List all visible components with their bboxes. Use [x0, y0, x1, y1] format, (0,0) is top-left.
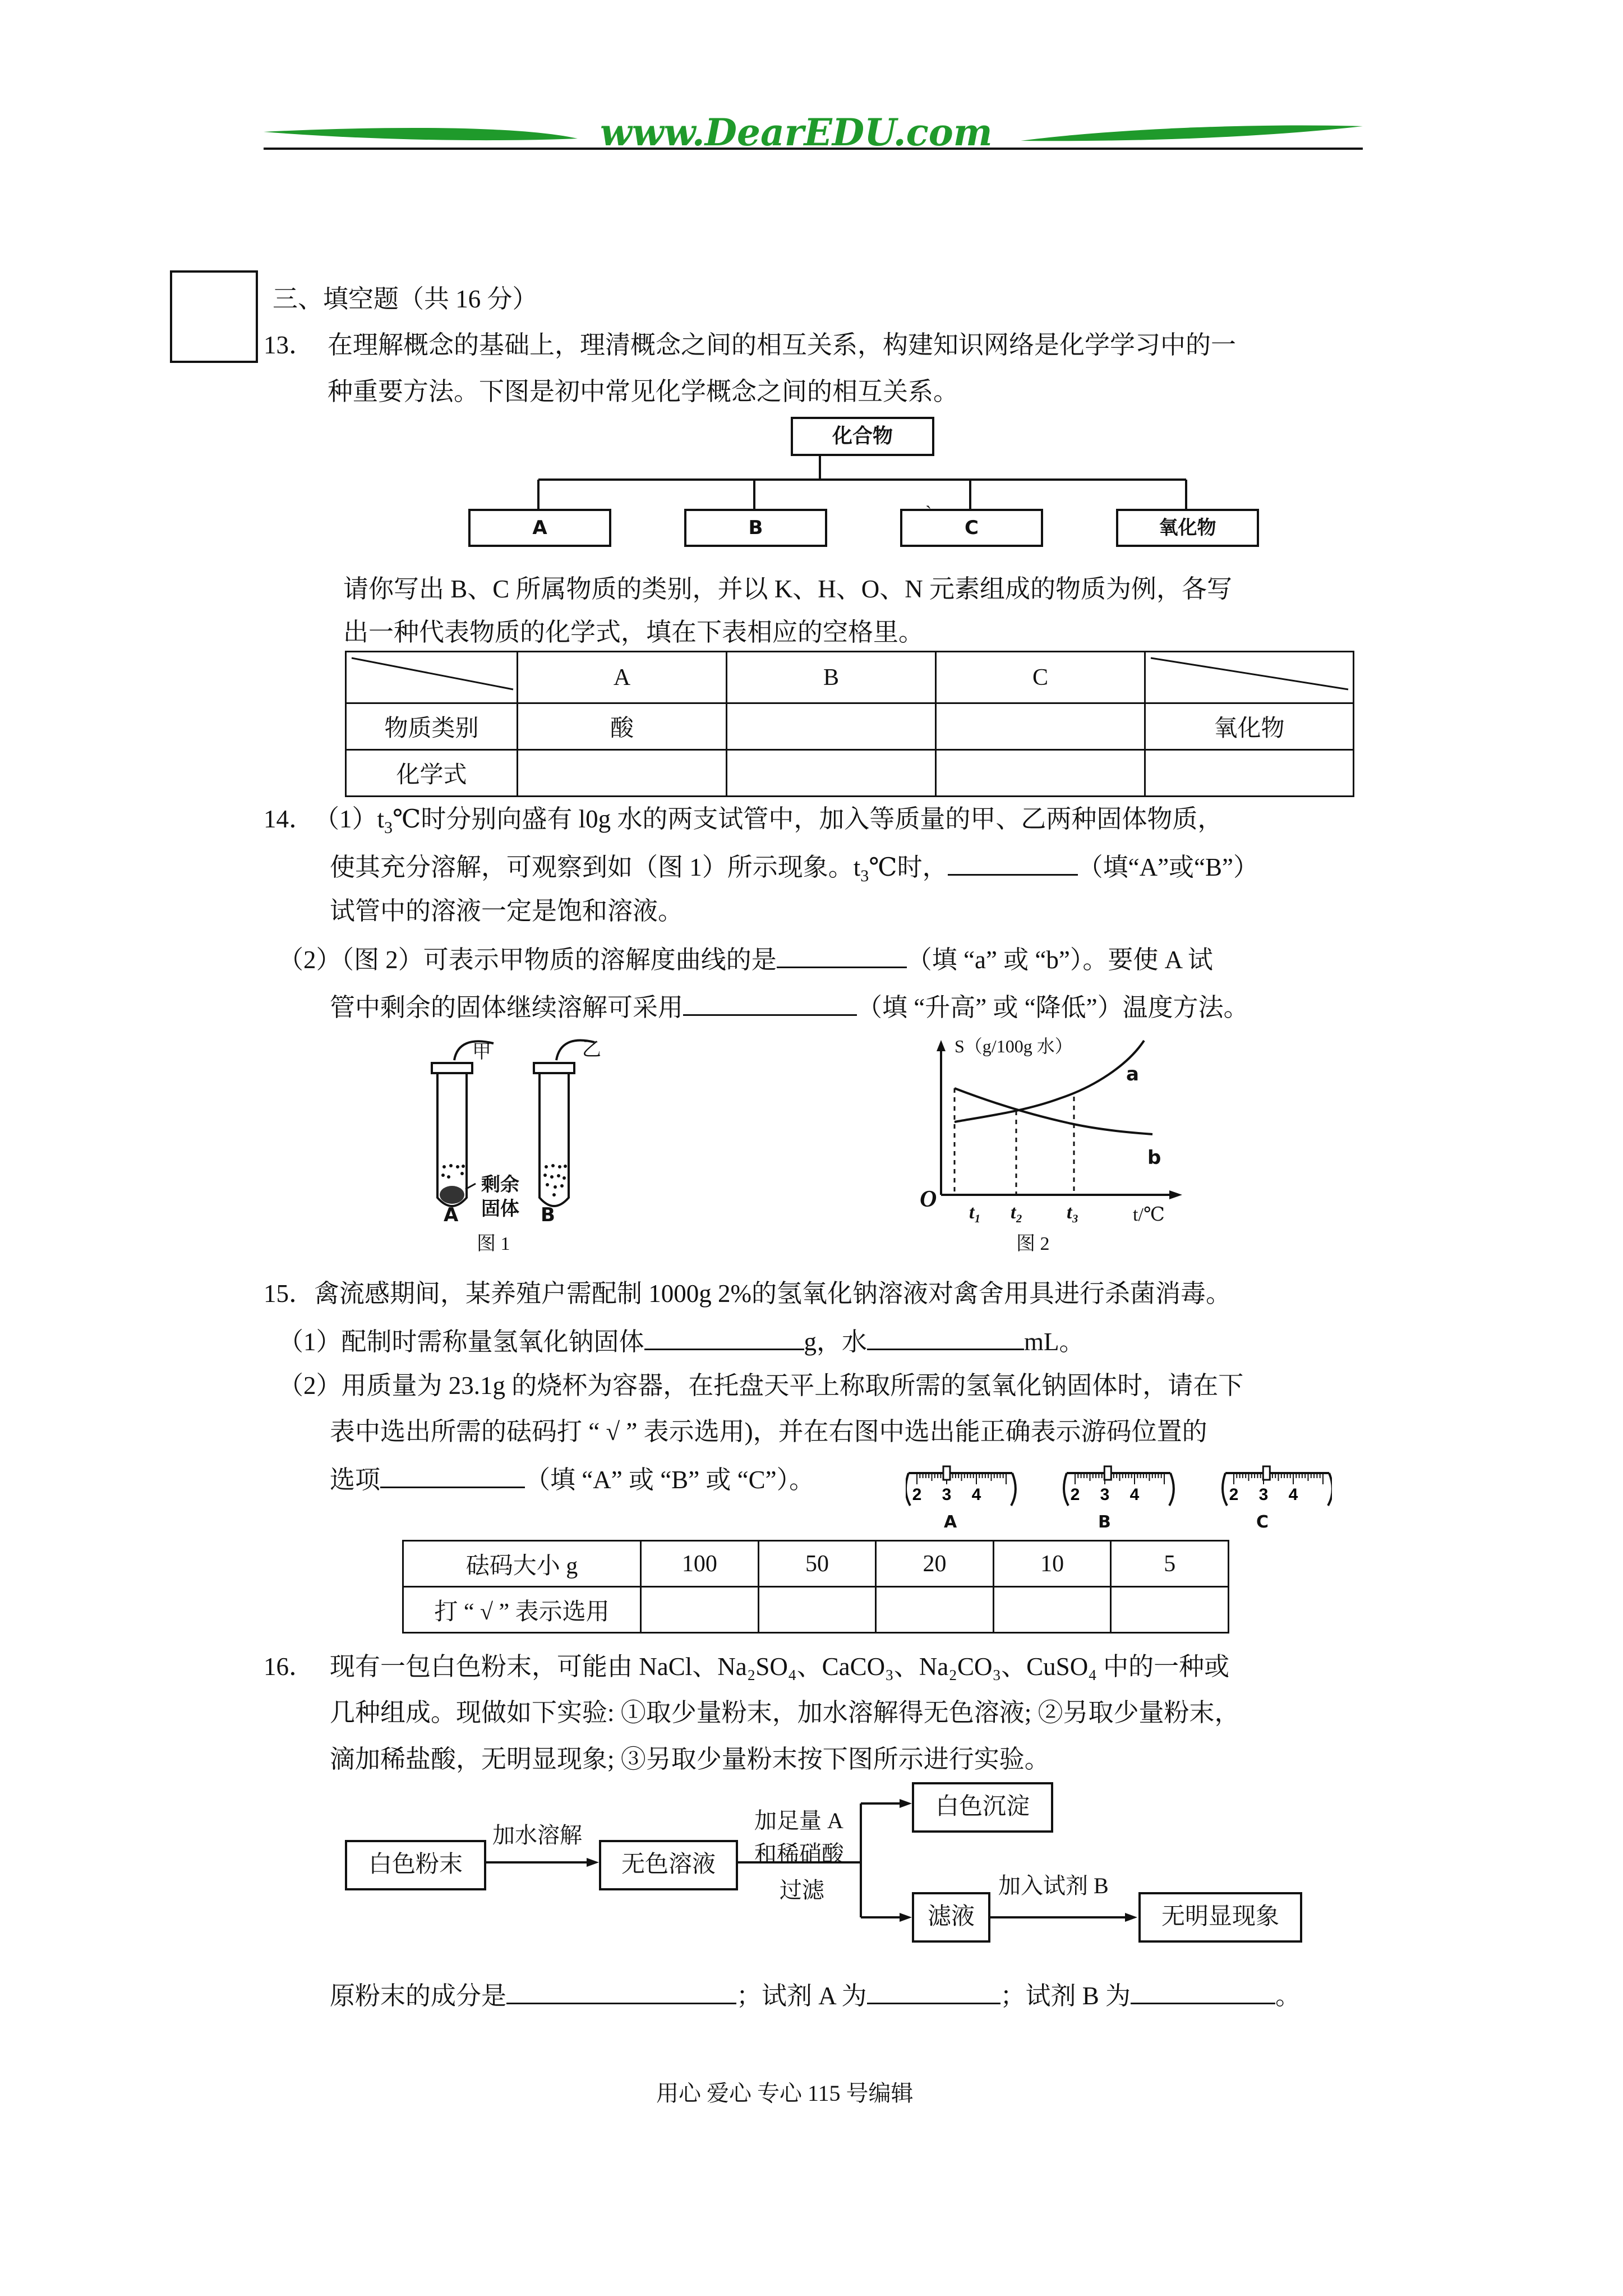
diagram-child-b: B [684, 509, 827, 547]
select-cell-10[interactable] [993, 1587, 1111, 1633]
q16-blank-reagent-b[interactable] [1131, 1977, 1275, 2004]
diagonal-line-icon [1146, 652, 1352, 696]
flow-box-no-phenomenon: 无明显现象 [1138, 1892, 1302, 1943]
q16-answer-reagent-a-label: ；试剂 A 为 [736, 1982, 867, 2010]
select-cell-100[interactable] [641, 1587, 759, 1633]
ruler-label-a: A [944, 1512, 957, 1532]
fig1-label-jia: 甲 [472, 1042, 491, 1062]
q13-instruction-line1: 请你写出 B、C 所属物质的类别，并以 K、H、O、N 元素组成的物质为例，各写 [343, 575, 1233, 603]
q14-part1-line2-when: ℃时， [869, 853, 948, 881]
ruler-rider [1104, 1466, 1111, 1480]
q13-number: 13． [264, 331, 315, 359]
weight-100: 100 [641, 1541, 759, 1587]
ruler-graphics [906, 1462, 1332, 1512]
ruler-label-b: B [1098, 1512, 1111, 1532]
ruler-c [1223, 1466, 1332, 1506]
select-cell-5[interactable] [1111, 1587, 1229, 1633]
ruler-tick-label: 2 [912, 1485, 922, 1504]
ruler-tick-label: 2 [1070, 1485, 1080, 1504]
flow-box-white-powder: 白色粉末 [345, 1840, 486, 1890]
q14-subscript: 3 [860, 867, 869, 885]
ruler-label-c: C [1256, 1512, 1269, 1532]
q16-text-line2: 几种组成。现做如下实验: ①取少量粉末，加水溶解得无色溶液; ②另取少量粉末， [330, 1699, 1240, 1727]
q14-part2-line2-hint: （填 “升高” 或 “降低”）温度方法。 [857, 993, 1249, 1022]
weight-5: 5 [1111, 1541, 1229, 1587]
ruler-rider [943, 1466, 950, 1480]
diagonal-line-icon [347, 652, 515, 696]
fig2-x-axis-label: t/℃ [1133, 1204, 1165, 1225]
table-header-c: C [936, 652, 1145, 703]
fig2-tick-t1: t₁ [969, 1202, 981, 1223]
q14-part2-line2-text: 管中剩余的固体继续溶解可采用 [330, 993, 684, 1022]
q16-answer-composition-label: 原粉末的成分是 [330, 1982, 507, 2010]
flow-arrow-label-nitric-acid: 和稀硝酸 [754, 1841, 844, 1866]
q14-part1-line1 [314, 802, 1223, 845]
q14-part1-line3: 试管中的溶液一定是饱和溶液。 [330, 897, 684, 925]
q14-part2-line2 [330, 988, 1249, 1024]
select-cell-20[interactable] [876, 1587, 994, 1633]
residue-solid [440, 1186, 464, 1204]
fig2-curve-b-label: b [1147, 1147, 1161, 1169]
q14-part2-hint: （填 “a” 或 “b”）。要使 A 试 [906, 946, 1213, 974]
q14-part1-prefix: （1）t [314, 805, 385, 833]
diagram-stray-mark: ` [925, 503, 932, 523]
select-cell-50[interactable] [758, 1587, 876, 1633]
flow-box-colorless-solution: 无色溶液 [599, 1840, 738, 1890]
q15-part1-text: （1）配制时需称量氢氧化钠固体 [278, 1328, 644, 1356]
q14-part1-line2-hint: （填“A”或“B”） [1077, 853, 1259, 881]
weights-row-label: 砝码大小 g [403, 1541, 641, 1587]
ruler-tick-label: 3 [1100, 1485, 1110, 1504]
q15-part2-line1: （2）用质量为 23.1g 的烧杯为容器，在托盘天平上称取所需的氢氧化钠固体时，请在下 [278, 1372, 1244, 1400]
flow-box-filtrate: 滤液 [912, 1892, 990, 1943]
fig1-residue-label-2: 固体 [481, 1198, 519, 1220]
ruler-a [906, 1466, 1016, 1506]
diagram-child-a: A [468, 509, 611, 547]
q15-part2-line3-hint: （填 “A” 或 “B” 或 “C”）。 [525, 1466, 815, 1494]
section-title: 三、填空题（共 16 分） [273, 285, 538, 313]
fig1-residue-label-1: 剩余 [481, 1174, 519, 1196]
fig1-tube-b-label: B [541, 1204, 555, 1226]
ruler-tick-label: 3 [1258, 1485, 1269, 1504]
q14-blank-1[interactable] [948, 848, 1078, 876]
fig2-caption: 图 2 [1016, 1234, 1050, 1254]
weight-10: 10 [993, 1541, 1111, 1587]
site-logo: www.DearEDU.com [600, 111, 993, 154]
q16-answer-end: 。 [1275, 1982, 1301, 2010]
q14-part2-text: （2）（图 2）可表示甲物质的溶解度曲线的是 [278, 946, 777, 974]
table-cell-b-formula[interactable] [727, 750, 936, 797]
liquid-a [441, 1164, 465, 1179]
q14-part1-line2 [330, 848, 1258, 893]
q16-text-line3: 滴加稀盐酸，无明显现象; ③另取少量粉末按下图所示进行实验。 [330, 1745, 1050, 1773]
table-cell-b-category[interactable] [727, 703, 936, 750]
table-cell-oxide-category: 氧化物 [1145, 703, 1353, 750]
q15-blank-naoh-mass[interactable] [644, 1323, 804, 1350]
fig2-tick-t3: t₃ [1067, 1202, 1079, 1223]
q14-blank-2[interactable] [777, 941, 907, 968]
q15-part2-line2: 表中选出所需的砝码打 “ √ ” 表示选用)，并在右图中选出能正确表示游码位置的 [330, 1418, 1207, 1446]
table-cell-a-formula[interactable] [517, 750, 726, 797]
q13-instruction-line2: 出一种代表物质的化学式，填在下表相应的空格里。 [343, 618, 924, 646]
table-row-label-formula: 化学式 [346, 750, 518, 797]
ruler-tick-label: 2 [1229, 1485, 1239, 1504]
table-header-diagonal-cell [1145, 652, 1353, 703]
q15-blank-water-volume[interactable] [867, 1323, 1024, 1350]
table-row-label-category: 物质类别 [346, 703, 518, 750]
table-header-b: B [727, 652, 936, 703]
q16-blank-composition[interactable] [506, 1977, 736, 2004]
table-header-a: A [517, 652, 726, 703]
fig1-tube-a-label: A [444, 1204, 459, 1226]
flow-arrow-label-add-b: 加入试剂 B [998, 1873, 1109, 1898]
table-cell-a-category: 酸 [517, 703, 726, 750]
fig2-y-axis-label: S（g/100g 水） [955, 1036, 1073, 1056]
fig2-tick-t2: t₂ [1011, 1202, 1023, 1223]
flow-box-white-precipitate: 白色沉淀 [912, 1782, 1053, 1833]
q15-text-line1: 禽流感期间，某养殖户需配制 1000g 2%的氢氧化钠溶液对禽舍用具进行杀菌消毒。 [314, 1280, 1231, 1308]
weight-20: 20 [876, 1541, 994, 1587]
weights-select-label: 打 “ √ ” 表示选用 [403, 1587, 641, 1633]
fig2-origin-label: O [920, 1186, 937, 1212]
fig1-label-yi: 乙 [582, 1039, 601, 1060]
q15-part1-unit-g: g，水 [804, 1328, 868, 1356]
q16-number: 16． [264, 1653, 315, 1681]
q14-part1-line2-text: 使其充分溶解，可观察到如（图 1）所示现象。t [330, 853, 861, 881]
q15-number: 15． [264, 1280, 315, 1308]
q16-answer-reagent-b-label: ；试剂 B 为 [1000, 1982, 1131, 2010]
diagram-child-oxide: 氧化物 [1116, 509, 1259, 547]
flow-arrow-label-add-a: 加足量 A [754, 1808, 843, 1833]
curve-b [955, 1088, 1152, 1134]
flow-arrow-label-dissolve: 加水溶解 [492, 1823, 582, 1848]
q15-part2-line3 [330, 1461, 814, 1497]
ruler-tick-label: 4 [1129, 1485, 1140, 1504]
score-box [170, 270, 258, 363]
q16-answer-line [330, 1977, 1301, 2013]
q15-part1-line [278, 1323, 1085, 1359]
fig1-caption: 图 1 [477, 1234, 510, 1254]
q16-blank-reagent-a[interactable] [867, 1977, 1000, 2004]
table-cell-oxide-formula[interactable] [1145, 750, 1353, 797]
table-cell-c-formula[interactable] [936, 750, 1145, 797]
table-corner-diagonal-cell [346, 652, 518, 703]
ruler-rider [1263, 1466, 1270, 1480]
page-footer: 用心 爱心 专心 115 号编辑 [656, 2081, 914, 2106]
q15-part1-unit-ml: mL。 [1024, 1328, 1085, 1356]
fig2-curve-a-label: a [1126, 1063, 1139, 1085]
q14-part1-text: ℃时分别向盛有 l0g 水的两支试管中，加入等质量的甲、乙两种固体物质， [393, 805, 1223, 833]
q13-classification-table [345, 651, 1354, 797]
ruler-tick-label: 3 [942, 1485, 952, 1504]
q15-part2-line3-text: 选项 [330, 1466, 381, 1494]
liquid-b [543, 1164, 567, 1197]
weight-50: 50 [758, 1541, 876, 1587]
q13-text-line1: 在理解概念的基础上，理清概念之间的相互关系，构建知识网络是化学学习中的一 [328, 331, 1237, 359]
diagram-child-c: C [900, 509, 1043, 547]
q14-number: 14． [264, 805, 315, 833]
table-cell-c-category[interactable] [936, 703, 1145, 750]
q14-blank-3[interactable] [683, 988, 857, 1016]
flow-arrow-label-filter: 过滤 [780, 1878, 824, 1903]
q13-text-line2: 种重要方法。下图是初中常见化学概念之间的相互关系。 [328, 378, 959, 406]
diagram-root-compound: 化合物 [791, 417, 934, 456]
q14-subscript: 3 [384, 818, 393, 837]
q15-weights-table [402, 1540, 1229, 1634]
q14-part2-line1 [278, 941, 1213, 977]
ruler-tick-label: 4 [1288, 1485, 1298, 1504]
q16-text-line1: 现有一包白色粉末，可能由 NaCl、Na₂SO₄、CaCO₃、Na₂CO₃、CuSO₄ 中的一种或 [330, 1653, 1230, 1681]
q15-blank-ruler-option[interactable] [380, 1461, 525, 1488]
ruler-tick-label: 4 [971, 1485, 981, 1504]
ruler-b [1064, 1466, 1174, 1506]
